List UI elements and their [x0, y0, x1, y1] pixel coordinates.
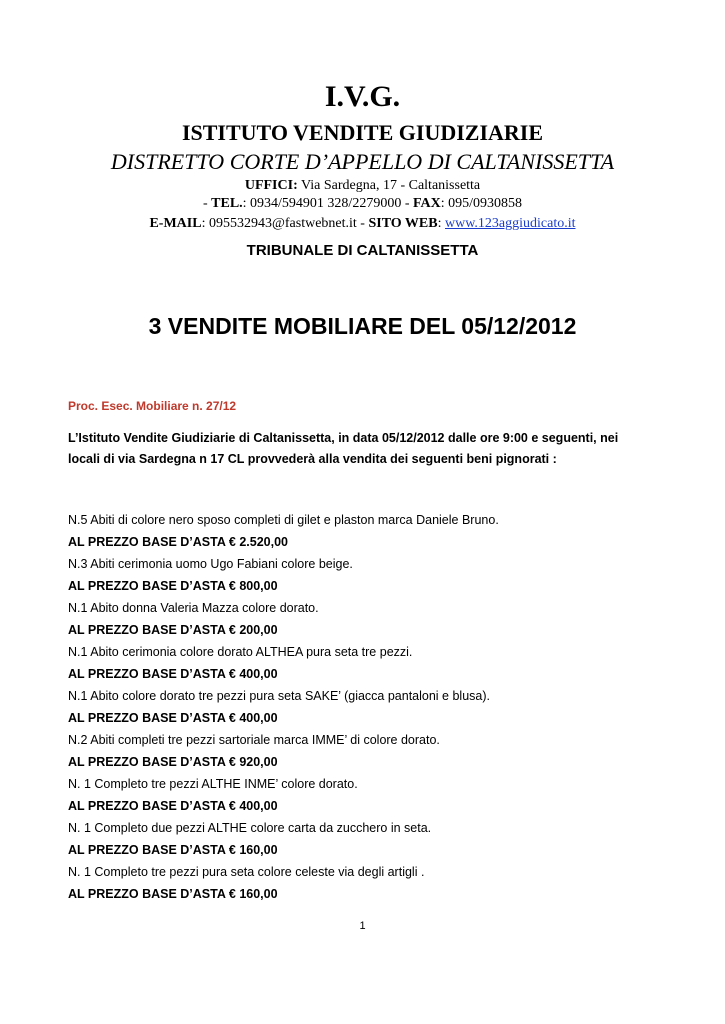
- fax-value: : 095/0930858: [440, 196, 523, 211]
- item-description: N. 1 Completo tre pezzi ALTHE INME’ colore dorato.: [68, 777, 358, 791]
- website-link[interactable]: www.123aggiudicato.it: [445, 216, 576, 231]
- item-price: AL PREZZO BASE D’ASTA € 160,00: [68, 887, 278, 901]
- tel-prefix: -: [202, 196, 212, 211]
- sito-sep: :: [437, 216, 445, 231]
- item-price: AL PREZZO BASE D’ASTA € 800,00: [68, 579, 278, 593]
- item-price: AL PREZZO BASE D’ASTA € 160,00: [68, 843, 278, 857]
- ivg-heading: I.V.G.: [324, 80, 401, 113]
- items-list: [68, 509, 668, 905]
- item-description: N.5 Abiti di colore nero sposo completi di gilet e plaston marca Daniele Bruno.: [68, 513, 499, 527]
- tel-label: TEL.: [211, 196, 243, 211]
- item-price: AL PREZZO BASE D’ASTA € 400,00: [68, 667, 278, 681]
- istituto-heading: ISTITUTO VENDITE GIUDIZIARIE: [181, 120, 544, 145]
- intro-paragraph: L’Istituto Vendite Giudiziarie di Caltanissetta, in data 05/12/2012 dalle ore 9:00 e seguenti, nei locali di via Sardegna n 17 CL provvederà alla vendita dei seguenti beni pignorati :: [68, 431, 619, 466]
- item-description: N.1 Abito cerimonia colore dorato ALTHEA pura seta tre pezzi.: [68, 645, 413, 659]
- item-price: AL PREZZO BASE D’ASTA € 2.520,00: [68, 535, 288, 549]
- item-description: N.1 Abito donna Valeria Mazza colore dorato.: [68, 601, 319, 615]
- item-price: AL PREZZO BASE D’ASTA € 200,00: [68, 623, 278, 637]
- fax-label: FAX: [413, 196, 441, 211]
- document-title: 3 VENDITE MOBILIARE DEL 05/12/2012: [148, 313, 577, 339]
- item-price: AL PREZZO BASE D’ASTA € 400,00: [68, 799, 278, 813]
- item-description: N.1 Abito colore dorato tre pezzi pura seta SAKE’ (giacca pantaloni e blusa).: [68, 689, 490, 703]
- item-description: N.2 Abiti completi tre pezzi sartoriale marca IMME’ di colore dorato.: [68, 733, 440, 747]
- email-web-line: [0, 216, 725, 232]
- distretto-heading: DISTRETTO CORTE D’APPELLO DI CALTANISSETTA: [110, 149, 615, 174]
- item-description: N. 1 Completo due pezzi ALTHE colore carta da zucchero in seta.: [68, 821, 432, 835]
- item-description: N. 1 Completo tre pezzi pura seta colore celeste via degli artigli .: [68, 865, 425, 879]
- tribunale-heading: TRIBUNALE DI CALTANISSETTA: [246, 242, 479, 259]
- email-label: E-MAIL: [149, 216, 202, 231]
- tel-fax-line: [0, 196, 725, 212]
- sito-label: SITO WEB: [368, 216, 438, 231]
- procedure-label: Proc. Esec. Mobiliare n. 27/12: [68, 399, 237, 413]
- item-price: AL PREZZO BASE D’ASTA € 400,00: [68, 711, 278, 725]
- email-value: : 095532943@fastwebnet.it -: [201, 216, 369, 231]
- uffici-value: Via Sardegna, 17 - Caltanissetta: [297, 178, 481, 193]
- item-price: AL PREZZO BASE D’ASTA € 920,00: [68, 755, 278, 769]
- uffici-line: [0, 178, 725, 194]
- page-number: 1: [359, 920, 366, 932]
- item-description: N.3 Abiti cerimonia uomo Ugo Fabiani colore beige.: [68, 557, 353, 571]
- tel-value: : 0934/594901 328/2279000 -: [242, 196, 413, 211]
- uffici-label: UFFICI:: [244, 178, 298, 193]
